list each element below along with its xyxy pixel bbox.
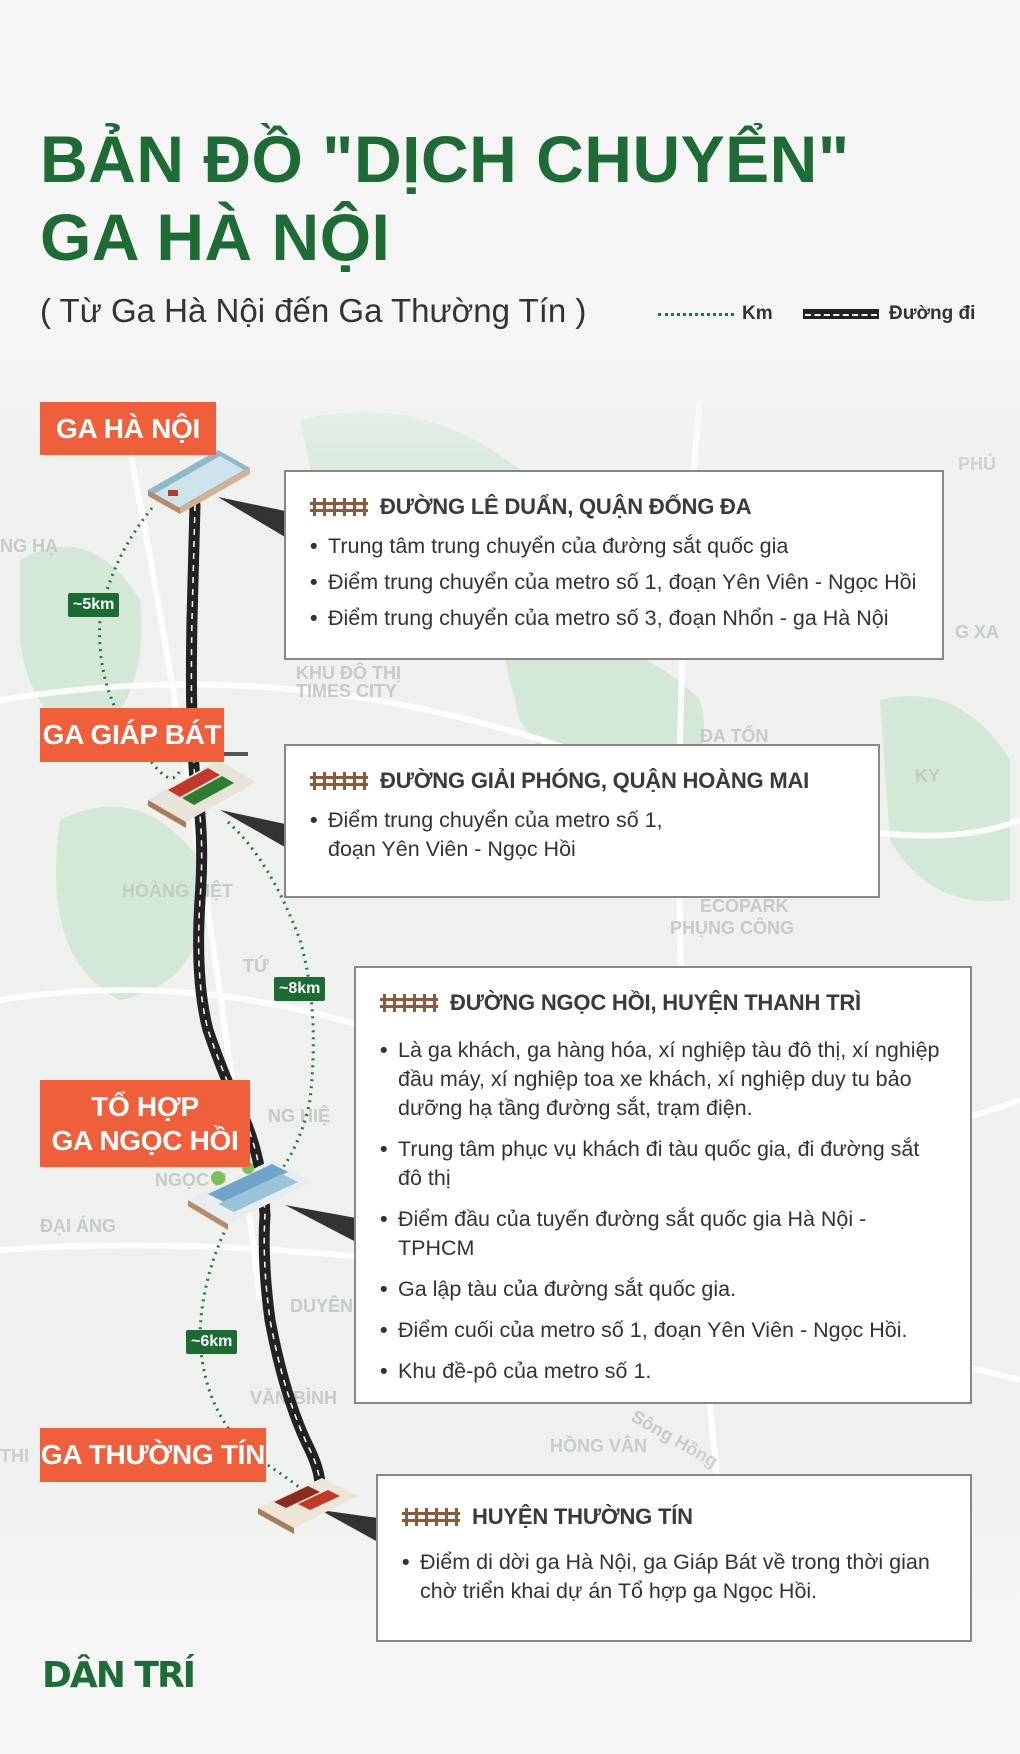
connector-3 [285,1205,356,1242]
bullet-item: • Ga lập tàu của đường sắt quốc gia. [380,1275,946,1304]
bullet-item: • Điểm di dời ga Hà Nội, ga Giáp Bát về trong thời gian chờ triển khai dự án Tổ hợp ga Ngọc Hồi. [402,1548,946,1606]
dantri-logo: DÂN TRÍ [42,1655,195,1696]
info-box-thuong-tin [376,1474,972,1642]
box-title: ĐƯỜNG GIẢI PHÓNG, QUẬN HOÀNG MAI [380,768,810,793]
station-label-thuong-tin: GA THƯỜNG TÍN [40,1428,266,1482]
bullet-item: • Điểm đầu của tuyến đường sắt quốc gia Hà Nội - TPHCM [380,1205,946,1263]
bullet-item: • Trung tâm phục vụ khách đi tàu quốc gia, đi đường sắt đô thị [380,1135,946,1193]
dotted-line-icon [658,313,734,316]
distance-badge-1: ~5km [68,593,119,617]
station-label-giap-bat: GA GIÁP BÁT [40,708,224,762]
connector-2 [220,810,290,850]
box-title: HUYỆN THƯỜNG TÍN [472,1504,693,1529]
legend-road [803,303,975,325]
road-line-icon [803,309,879,319]
title-line-1: BẢN ĐỒ "DỊCH CHUYỂN" [40,122,850,196]
legend-km-label: Km [742,303,773,324]
title-line-2: GA HÀ NỘI [40,200,391,274]
bullet-item: • Điểm trung chuyển của metro số 3, đoạn Nhổn - ga Hà Nội [310,604,918,633]
bullet-item: • Khu đề-pô của metro số 1. [380,1357,946,1386]
bullet-item: • Điểm trung chuyển của metro số 1, đoạn Yên Viên - Ngọc Hồi [310,568,918,597]
page-title [40,120,850,276]
box-title: ĐƯỜNG LÊ DUẨN, QUẬN ĐỐNG ĐA [380,494,752,519]
page-subtitle: ( Từ Ga Hà Nội đến Ga Thường Tín ) [40,292,587,329]
legend-km [658,303,773,325]
box-title: ĐƯỜNG NGỌC HỒI, HUYỆN THANH TRÌ [450,990,861,1015]
rail-track-icon [310,771,368,791]
bullet-item: • Điểm trung chuyển của metro số 1, đoạn Yên Viên - Ngọc Hồi [310,806,854,864]
info-box-ngoc-hoi [354,966,972,1404]
bullet-item: • Trung tâm trung chuyển của đường sắt quốc gia [310,532,918,561]
rail-track-icon [380,993,438,1013]
info-box-giap-bat [284,744,880,898]
connector-1 [218,497,290,540]
rail-track-icon [402,1507,460,1527]
station-label-ngoc-hoi: TỔ HỢP GA NGỌC HỒI [40,1080,250,1167]
station-icon-thuong-tin [258,1478,358,1534]
legend-road-label: Đường đi [889,303,976,324]
info-box-ha-noi [284,470,944,660]
distance-badge-3: ~6km [186,1330,237,1354]
bullet-item: • Điểm cuối của metro số 1, đoạn Yên Viên - Ngọc Hồi. [380,1316,946,1345]
rail-track-icon [310,497,368,517]
connector-4 [320,1510,378,1542]
bullet-item: • Là ga khách, ga hàng hóa, xí nghiệp tàu đô thị, xí nghiệp đầu máy, xí nghiệp toa xe khách, xí nghiệp duy tu bảo dưỡng hạ tầng đường sắt, trạm điện. [380,1036,946,1123]
distance-badge-2: ~8km [274,977,325,1001]
station-icon-ngoc-hoi [188,1160,312,1230]
station-label-ha-noi: GA HÀ NỘI [40,402,216,455]
